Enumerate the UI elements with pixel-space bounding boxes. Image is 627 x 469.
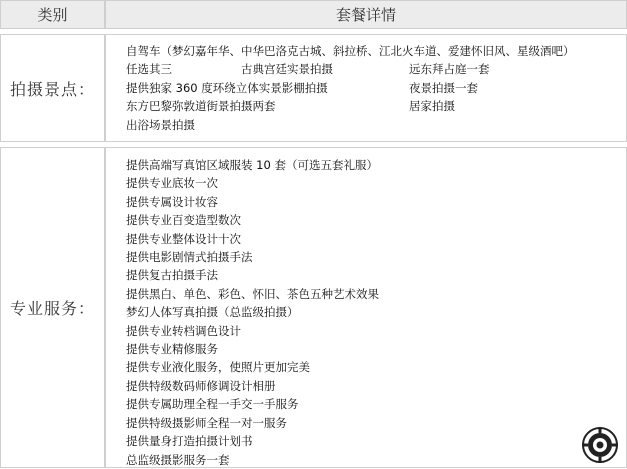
list-item: 总监级摄影服务一套: [126, 452, 230, 467]
list-item: 提供黑白、单色、彩色、怀旧、茶色五种艺术效果: [126, 286, 379, 301]
list-item: 提供专业百变造型数次: [126, 213, 241, 228]
header-details-label: 套餐详情: [335, 6, 396, 24]
list-item: 提供专业精修服务: [126, 342, 218, 357]
header-category: [0, 0, 105, 29]
list-item: 提供复古拍摄手法: [126, 268, 218, 283]
list-item: 提供量身打造拍摄计划书: [126, 434, 253, 449]
list-item: 提供专属助理全程一手交一手服务: [126, 397, 299, 412]
category-services-label: 专业服务：: [9, 299, 95, 318]
locations-grid-row: [126, 60, 626, 78]
header-category-label: 类别: [37, 6, 68, 24]
list-item: 东方巴黎弥敦道街景拍摄两套: [126, 99, 276, 114]
locations-details: [105, 34, 627, 142]
header-details: [105, 0, 627, 29]
list-item: 提供专业液化服务，使照片更加完美: [126, 360, 310, 375]
list-item: 远东拜占庭一套: [409, 62, 490, 77]
logo-icon: [582, 427, 618, 463]
list-item: 提供特级数码师修调设计相册: [126, 378, 276, 393]
list-item: 居家拍摄: [409, 99, 455, 114]
list-item: 提供高端写真馆区域服装 10 套（可选五套礼服）: [126, 158, 378, 172]
list-item: 提供专业整体设计十次: [126, 231, 241, 246]
list-item: 提供专属设计妆容: [126, 194, 218, 209]
list-item: 提供电影剧情式拍摄手法: [126, 250, 253, 265]
category-services: [0, 147, 105, 468]
list-item: 出浴场景拍摄: [126, 117, 195, 132]
list-item: 提供专业转档调色设计: [126, 323, 241, 338]
list-item: 古典宫廷实景拍摄: [241, 62, 333, 77]
category-locations-label: 拍摄景点：: [9, 79, 95, 99]
locations-grid-row: [126, 97, 626, 115]
list-item: 提供独家 360 度环绕立体实景影棚拍摄: [126, 80, 328, 95]
locations-grid-row: [126, 79, 626, 97]
list-item: 梦幻人体写真拍摄（总监级拍摄）: [126, 305, 299, 320]
category-locations: [0, 34, 105, 142]
list-item: 夜景拍摄一套: [409, 80, 478, 95]
list-item: 自驾车（梦幻嘉年华、中华巴洛克古城、斜拉桥、江北火车道、爱建怀旧风、星级酒吧）: [126, 44, 575, 58]
list-item: 任选其三: [126, 62, 172, 77]
list-item: 提供特级摄影师全程一对一服务: [126, 415, 287, 430]
services-details: [105, 147, 627, 468]
list-item: 提供专业底妆一次: [126, 176, 218, 191]
